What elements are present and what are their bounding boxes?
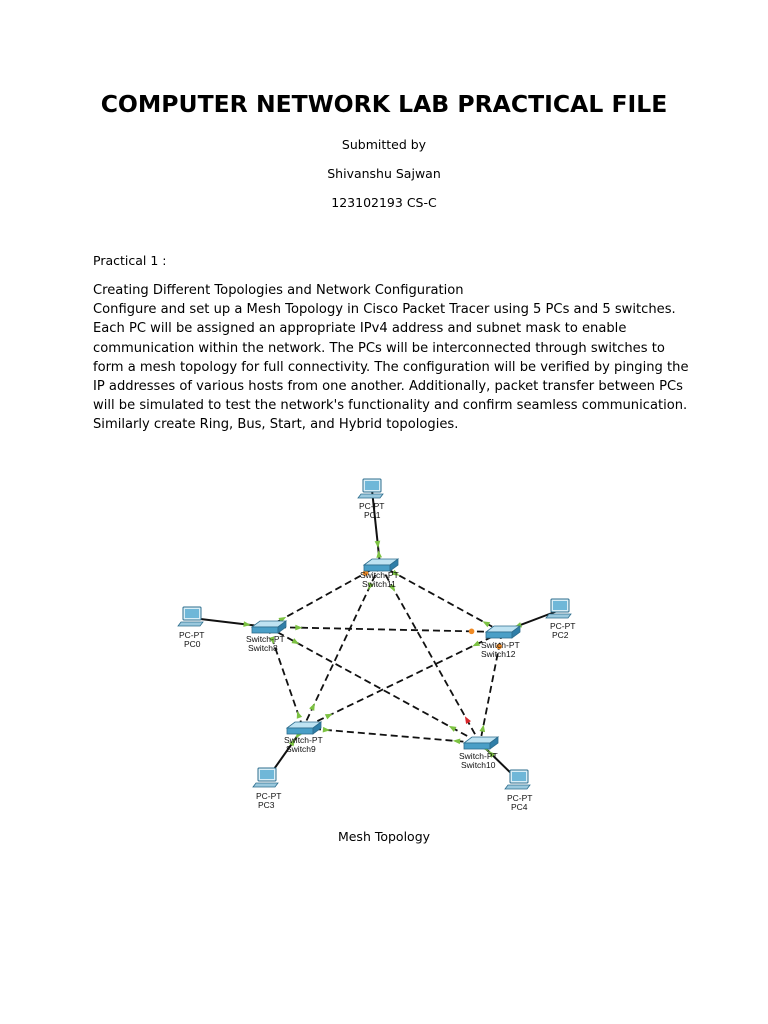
link-status-up xyxy=(482,621,490,627)
device-type-label: Switch-PT xyxy=(246,634,285,644)
author-name: Shivanshu Sajwan xyxy=(327,166,441,181)
device-type-label: PC-PT xyxy=(550,621,576,631)
device-name-label: Switch8 xyxy=(248,643,278,653)
device-type-label: PC-PT xyxy=(359,501,385,511)
cable-link xyxy=(268,627,502,632)
switch-icon xyxy=(486,626,520,638)
switch-icon xyxy=(252,621,286,633)
pc-keyboard xyxy=(505,785,530,789)
switch-icon xyxy=(464,737,498,749)
switch-front-face xyxy=(287,728,313,734)
pc-keyboard xyxy=(546,614,571,618)
practical-heading: Practical 1 : xyxy=(93,253,167,268)
switch-front-face xyxy=(464,743,490,749)
pc-screen xyxy=(365,481,379,490)
device-name-label: Switch11 xyxy=(362,579,396,589)
device-type-label: PC-PT xyxy=(256,791,282,801)
paragraph-line: will be simulated to test the network's functionality and confirm seamless communication. xyxy=(93,398,688,414)
roll-number: 123102193 CS-C xyxy=(331,195,437,210)
pc-icon xyxy=(358,479,383,498)
pc-screen xyxy=(185,609,199,618)
link-status-up xyxy=(479,724,485,732)
pc-keyboard xyxy=(253,783,278,787)
mesh-topology-diagram xyxy=(160,470,600,830)
figure-caption: Mesh Topology xyxy=(337,829,431,844)
link-status-up xyxy=(472,641,480,647)
pc-screen xyxy=(553,601,567,610)
link-status-up xyxy=(325,714,333,720)
link-status-down xyxy=(465,716,471,724)
pc-keyboard xyxy=(358,494,383,498)
cable-link xyxy=(303,632,502,728)
pc-screen xyxy=(260,770,274,779)
device-type-label: Switch-PT xyxy=(481,640,520,650)
link-status-up xyxy=(453,738,461,744)
pc-icon xyxy=(178,607,203,626)
device-name-label: Switch10 xyxy=(461,760,496,770)
paragraph-line: Similarly create Ring, Bus, Start, and Hybrid topologies. xyxy=(93,417,459,433)
topology-canvas xyxy=(160,470,600,830)
pc-screen xyxy=(512,772,526,781)
device-type-label: Switch-PT xyxy=(360,570,399,580)
document-title: COMPUTER NETWORK LAB PRACTICAL FILE xyxy=(100,90,668,118)
link-status-up xyxy=(291,638,299,644)
paragraph-line: form a mesh topology for full connectivity. The configuration will be verified by pinging the xyxy=(93,359,689,375)
submitted-by-label: Submitted by xyxy=(341,137,427,152)
device-type-label: PC-PT xyxy=(507,793,533,803)
paragraph-line: Creating Different Topologies and Network Configuration xyxy=(93,283,464,298)
paragraph-line: IP addresses of various hosts from one another. Additionally, packet transfer between PCs xyxy=(93,379,683,395)
pc-icon xyxy=(546,599,571,618)
link-status-up xyxy=(309,703,315,711)
paragraph-line: Configure and set up a Mesh Topology in Cisco Packet Tracer using 5 PCs and 5 switches. xyxy=(93,302,676,318)
device-type-label: PC-PT xyxy=(179,630,205,640)
link-status-up xyxy=(449,726,457,732)
device-name-label: PC1 xyxy=(364,510,381,520)
practical-description xyxy=(93,281,689,435)
link-status-up xyxy=(295,625,302,631)
link-status-up xyxy=(297,711,302,719)
pc-icon xyxy=(253,768,278,787)
device-name-label: PC2 xyxy=(552,630,569,640)
pc-icon xyxy=(505,770,530,789)
link-status-pending xyxy=(469,629,475,635)
paragraph-line: Each PC will be assigned an appropriate IPv4 address and subnet mask to enable xyxy=(93,321,627,337)
paragraph-line: communication within the network. The PCs will be interconnected through switches to xyxy=(93,340,665,356)
device-name-label: PC0 xyxy=(184,639,201,649)
pc-keyboard xyxy=(178,622,203,626)
device-type-label: Switch-PT xyxy=(459,751,498,761)
device-name-label: PC3 xyxy=(258,800,275,810)
switch-icon xyxy=(287,722,321,734)
device-name-label: PC4 xyxy=(511,802,528,812)
switch-front-face xyxy=(252,627,278,633)
switch-front-face xyxy=(486,632,512,638)
device-name-label: Switch12 xyxy=(481,649,516,659)
device-type-label: Switch-PT xyxy=(284,735,323,745)
device-name-label: Switch9 xyxy=(286,744,316,754)
